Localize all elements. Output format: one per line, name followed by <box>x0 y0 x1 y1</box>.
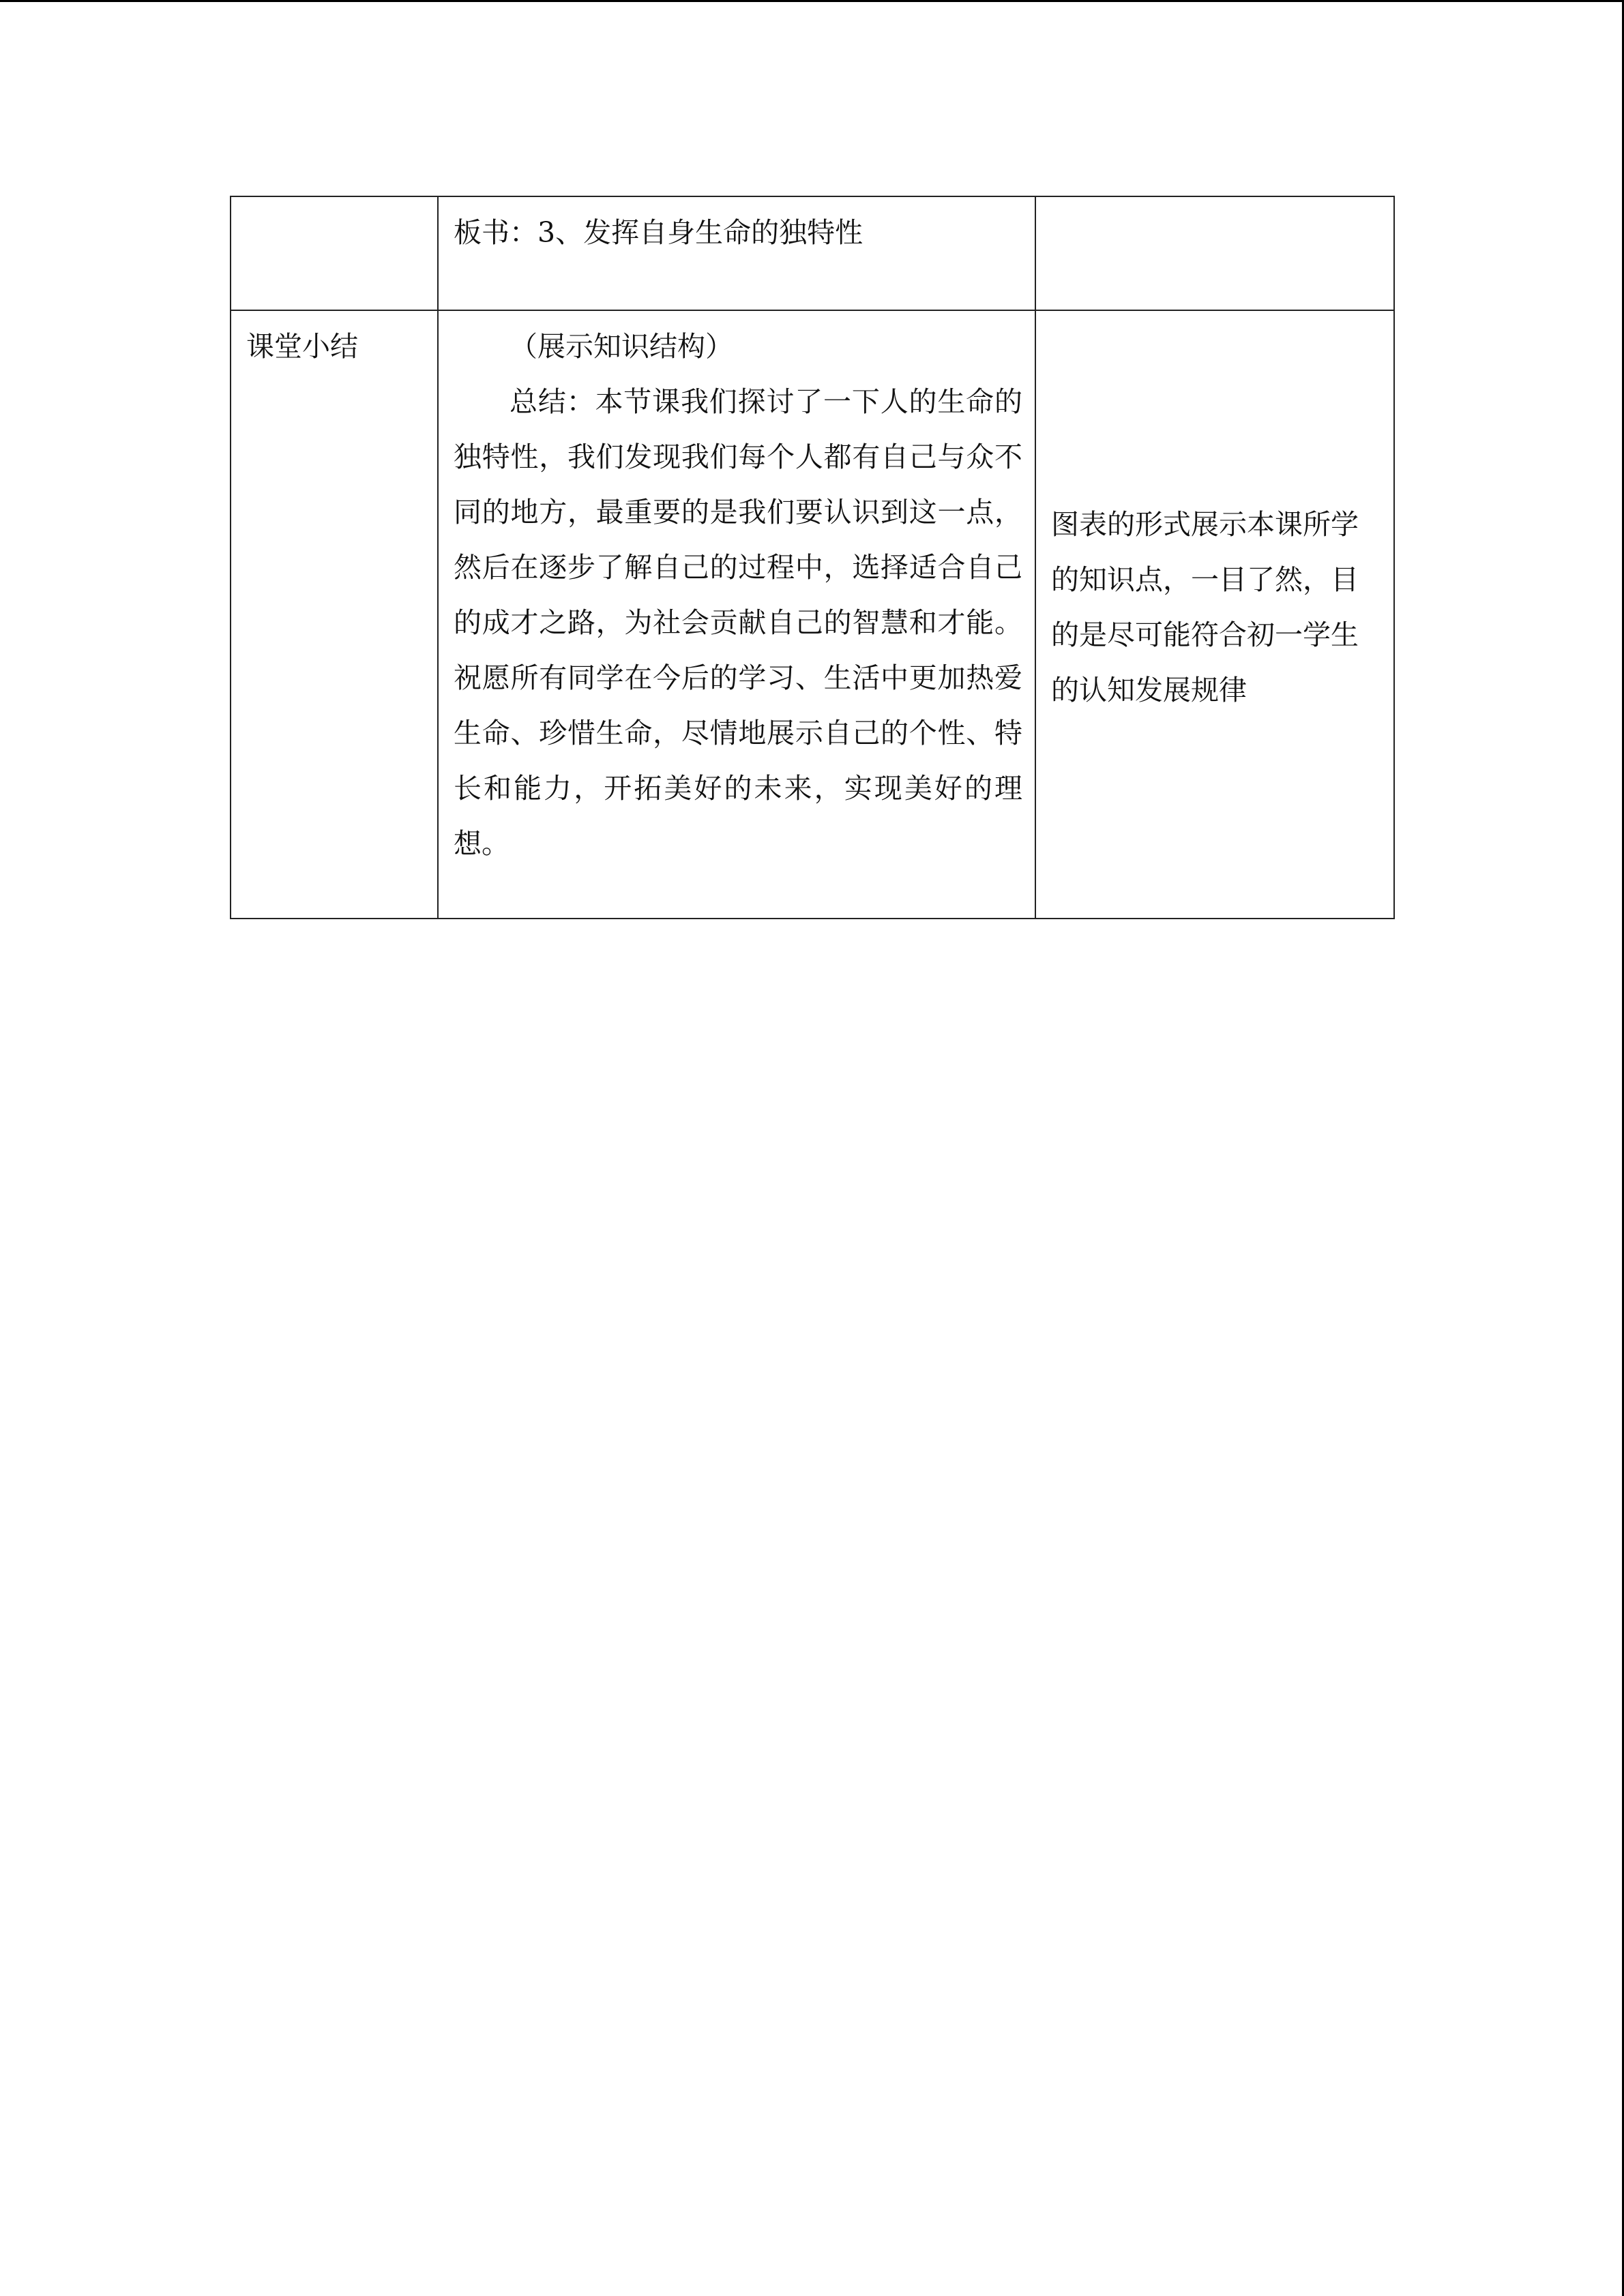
content-cell <box>438 196 1035 310</box>
row-note <box>1036 197 1393 205</box>
table-row <box>231 310 1394 919</box>
design-note: 图表的形式展示本课所学的知识点，一目了然，目的是尽可能符合初一学生的认知发展规律 <box>1051 508 1359 706</box>
summary-intro: （展示知识结构） <box>510 330 733 363</box>
blackboard-text: 板书：3、发挥自身生命的独特性 <box>454 216 863 249</box>
row-label <box>231 197 437 205</box>
note-cell <box>1035 196 1394 310</box>
content-cell <box>438 310 1035 919</box>
page-top-border <box>0 0 1624 2</box>
row-label: 课堂小结 <box>246 330 358 363</box>
table-row <box>231 196 1394 310</box>
note-cell <box>1035 310 1394 919</box>
row-label-cell <box>231 196 438 310</box>
lesson-plan-table <box>230 196 1395 919</box>
summary-paragraph: 总结：本节课我们探讨了一下人的生命的独特性，我们发现我们每个人都有自己与众不同的地方，最重要的是我们要认识到这一点，然后在逐步了解自己的过程中，选择适合自己的成才之路，为社会贡献自己的智慧和才能。祝愿所有同学在今后的学习、生活中更加热爱生命、珍惜生命，尽情地展示自己的个性、特长和能力，开拓美好的未来，实现美好的理想。 <box>454 385 1022 860</box>
row-label-cell <box>231 310 438 919</box>
